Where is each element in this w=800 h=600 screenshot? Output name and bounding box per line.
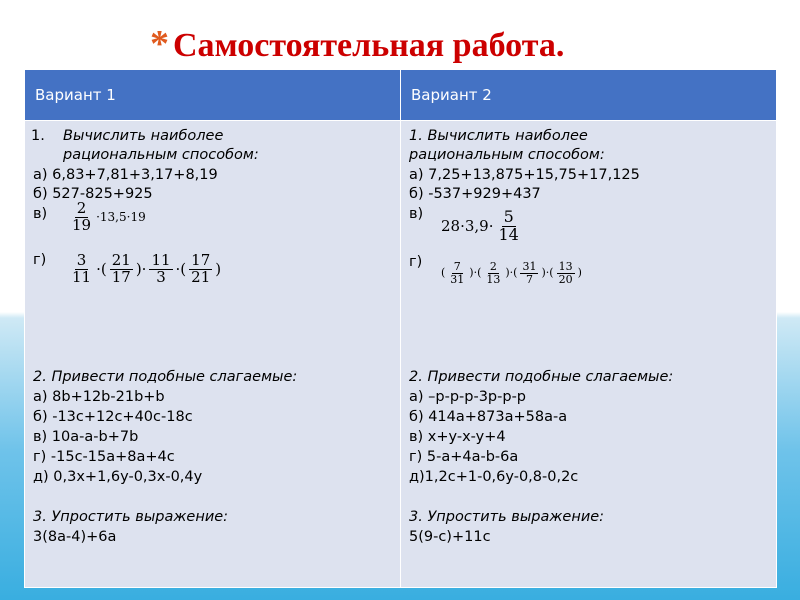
operator: ·( [96, 260, 107, 279]
v1-task2-title: 2. Привести подобные слагаемые: [33, 369, 298, 385]
numerator: 5 [503, 207, 514, 226]
operator: )·( [469, 265, 482, 279]
v1-task3-title: 3. Упростить выражение: [33, 509, 229, 525]
expression-rest: ·13,5·19 [96, 210, 146, 225]
operator: ) [215, 260, 222, 279]
v1-task3-expression: 3(8a-4)+6a [33, 529, 117, 545]
v1-task1-text: Вычислить наиболее [63, 128, 224, 144]
slide-title [150, 22, 564, 66]
v1-task2-v: в) 10a-a-b+7b [33, 429, 139, 445]
v2-task1-a: а) 7,25+13,875+15,75+17,125 [409, 167, 640, 183]
denominator: 3 [156, 267, 166, 286]
title-text: Самостоятельная работа. [173, 27, 565, 64]
numerator: 21 [111, 251, 131, 269]
variant-1-cell [25, 121, 401, 588]
denominator: 11 [72, 267, 92, 286]
v2-task2-d: д)1,2c+1-0,6y-0,8-0,2c [409, 469, 579, 485]
operator: )·( [541, 265, 554, 279]
fraction [110, 253, 133, 286]
v2-task2-title: 2. Привести подобные слагаемые: [409, 369, 674, 385]
v1-task1-g-label: г) [33, 252, 47, 268]
v1-task1-v-label: в) [33, 206, 48, 222]
denominator: 21 [191, 267, 211, 286]
denominator: 20 [558, 272, 573, 286]
numerator: 3 [76, 251, 87, 269]
fraction [448, 261, 466, 285]
numerator: 17 [191, 251, 211, 269]
fraction [70, 253, 93, 286]
denominator: 14 [498, 224, 519, 244]
numerator: 7 [453, 260, 461, 273]
v1-task1-line2: рациональным способом: [63, 147, 259, 163]
numerator: 2 [489, 260, 497, 273]
fraction [189, 253, 212, 286]
v1-task1-a: а) 6,83+7,81+3,17+8,19 [33, 167, 218, 183]
v2-task2-a: а) –p-p-p-3p-p-p [409, 389, 527, 405]
v2-task1-line2: рациональным способом: [409, 147, 605, 163]
v2-task1-v-label: в) [409, 206, 424, 222]
v2-task3-title: 3. Упростить выражение: [409, 509, 605, 525]
title-bullet: * [150, 23, 169, 65]
v1-task1-g-expression [69, 253, 223, 286]
operator: )·( [505, 265, 518, 279]
v2-task2-v: в) x+y-x-y+4 [409, 429, 506, 445]
v1-task1-number: 1. [31, 128, 45, 144]
v2-task2-b: б) 414a+873a+58a-a [409, 409, 568, 425]
table-header-row [25, 70, 777, 121]
v2-task1-v-expression [439, 209, 522, 244]
operator: ) [577, 265, 582, 279]
table-body-row [25, 121, 777, 588]
numerator: 11 [151, 251, 171, 269]
numerator: 31 [522, 260, 537, 273]
v1-task2-a: а) 8b+12b-21b+b [33, 389, 165, 405]
header-variant-2: Вариант 2 [401, 70, 777, 121]
v1-task1-line1 [31, 127, 223, 145]
v2-task1-line1: 1. Вычислить наиболее [409, 128, 588, 144]
expression-prefix: 28·3,9· [441, 217, 494, 236]
header-variant-1: Вариант 1 [25, 70, 401, 121]
v1-task1-v-expression [69, 201, 148, 234]
operator: ·( [175, 260, 187, 279]
fraction [70, 201, 93, 234]
denominator: 7 [525, 272, 533, 286]
v1-task2-d: д) 0,3x+1,6y-0,3x-0,4y [33, 469, 203, 485]
denominator: 17 [111, 267, 131, 286]
denominator: 13 [486, 272, 501, 286]
v1-task2-g: г) -15c-15a+8a+4c [33, 449, 175, 465]
v2-task3-expression: 5(9-c)+11c [409, 529, 491, 545]
fraction [484, 261, 502, 285]
v2-task1-g-expression [439, 261, 584, 285]
denominator: 31 [450, 272, 465, 286]
v2-task1-b: б) -537+929+437 [409, 186, 541, 202]
fraction [520, 261, 538, 285]
assignment-table [24, 69, 777, 588]
numerator: 2 [76, 199, 87, 217]
v2-task1-g-label: г) [409, 254, 423, 270]
v1-task1-b: б) 527-825+925 [33, 186, 153, 202]
fraction [496, 209, 520, 244]
operator: )· [135, 260, 147, 279]
numerator: 13 [558, 260, 573, 273]
variant-2-cell [401, 121, 777, 588]
v2-task2-g: г) 5-a+4a-b-6a [409, 449, 519, 465]
v1-task2-b: б) -13c+12c+40c-18c [33, 409, 193, 425]
denominator: 19 [72, 215, 92, 234]
fraction [149, 253, 172, 286]
fraction [557, 261, 575, 285]
operator: ( [441, 265, 446, 279]
